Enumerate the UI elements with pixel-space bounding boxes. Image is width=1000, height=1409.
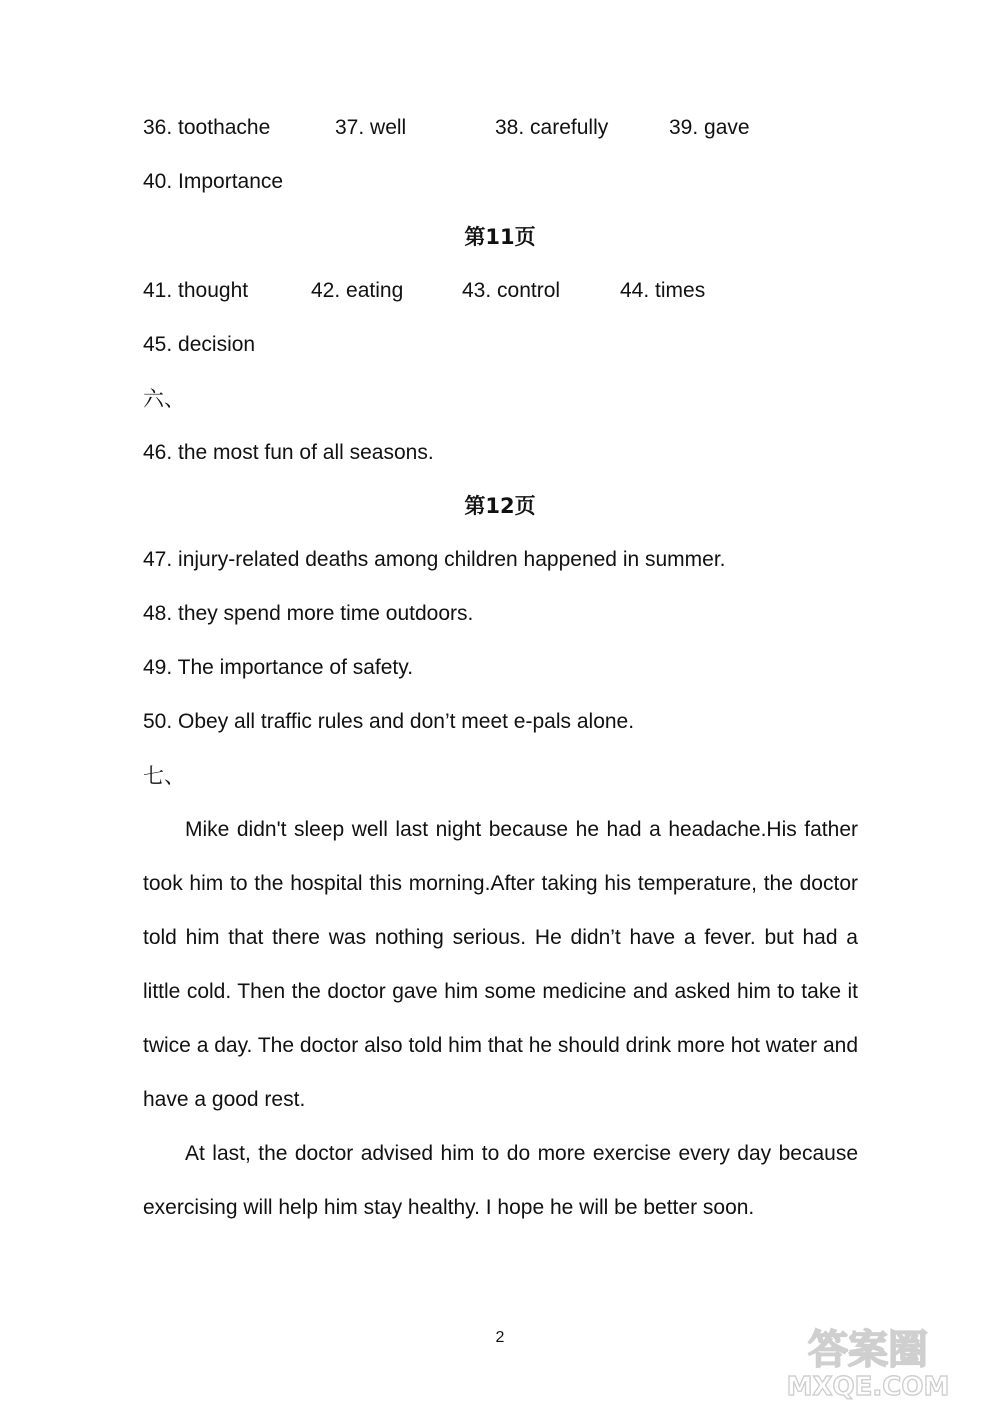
watermark-brand-text: 答案圈 (808, 1327, 928, 1373)
answer-47: 47. injury-related deaths among children happened in summer. (143, 548, 726, 571)
answer-40: 40. Importance (143, 170, 284, 193)
heading-page-11: 第11页 (464, 225, 536, 249)
watermark-icon (748, 1321, 988, 1401)
answer-48: 48. they spend more time outdoors. (143, 602, 474, 625)
answer-37: 37. well (335, 116, 407, 139)
answer-45: 45. decision (143, 333, 256, 356)
answer-38: 38. carefully (495, 116, 609, 139)
essay-paragraph-1: Mike didn't sleep well last night because he had a headache.His father took him to the hospital this morning.After taking his temperature, the doctor told him that there was nothing serious. He didn’t have a fever. but had a little cold. Then the doctor gave him some medicine and asked him to take it twice a day. The doctor also told him that he should drink more hot water and have a good rest. (143, 818, 858, 1111)
section-six: 六、 (143, 387, 185, 411)
answer-44: 44. times (620, 279, 706, 302)
answer-42: 42. eating (311, 279, 404, 302)
watermark-logo (748, 1321, 988, 1401)
answer-50: 50. Obey all traffic rules and don’t meet e-pals alone. (143, 710, 635, 733)
answer-39: 39. gave (669, 116, 750, 139)
heading-page-12: 第12页 (464, 494, 536, 518)
answer-43: 43. control (462, 279, 561, 302)
answer-41: 41. thought (143, 279, 249, 302)
essay-paragraph-2: At last, the doctor advised him to do more exercise every day because exercising will help him stay healthy. I hope he will be better soon. (143, 1142, 858, 1219)
answer-46: 46. the most fun of all seasons. (143, 441, 434, 464)
page-number: 2 (495, 1329, 505, 1346)
section-seven: 七、 (143, 764, 185, 788)
watermark-url-text: MXQE.COM (786, 1372, 950, 1401)
answer-36: 36. toothache (143, 116, 271, 139)
answer-49: 49. The importance of safety. (143, 656, 414, 679)
